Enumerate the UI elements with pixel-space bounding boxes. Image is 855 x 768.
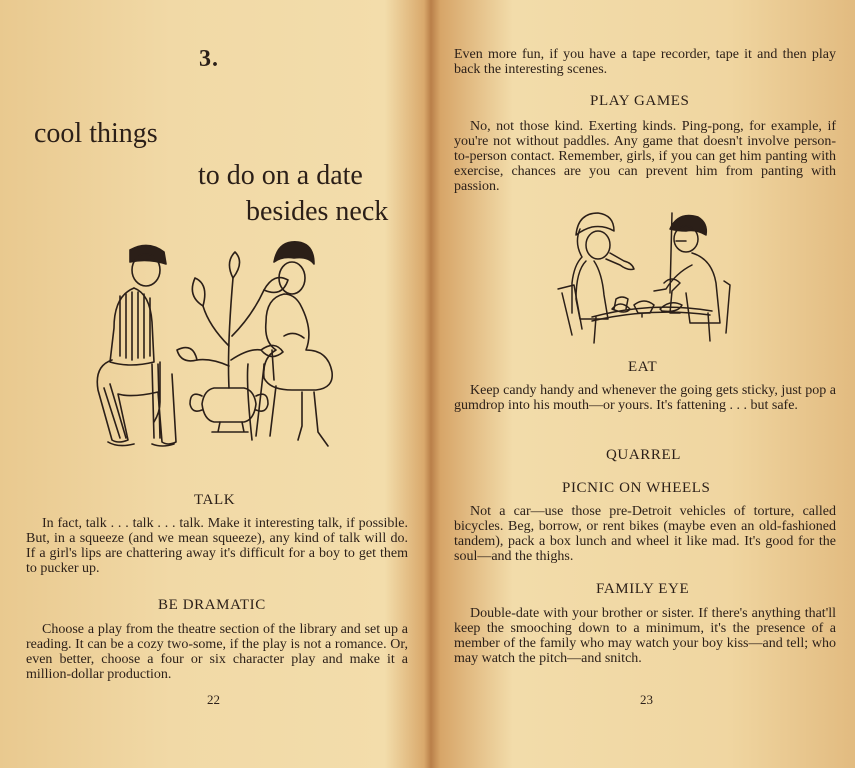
section-heading-eat: EAT [628, 359, 658, 375]
chapter-title-line-2: to do on a date [198, 160, 363, 191]
couple-at-cafe-table-icon [552, 205, 744, 345]
section-text-talk: In fact, talk . . . talk . . . talk. Make it interesting talk, if possible. But, in a squeeze (and we mean squeeze), any kind of talk will do. If a girl's lips are chattering away it's difficult for a boy to get them to pucker up. [26, 516, 408, 576]
section-text-play-games: No, not those kind. Exerting kinds. Ping-pong, for example, if you're not without paddles. Any game that doesn't involve person-to-person contact. Remember, girls, if you can get him panting with exercise, chances are you can prevent him from panting with passion. [454, 119, 836, 194]
chapter-number: 3. [199, 46, 219, 72]
section-text-eat: Keep candy handy and whenever the going gets sticky, just pop a gumdrop into his mouth—or yours. It's fattening . . . but safe. [454, 383, 836, 413]
page-number-right: 23 [640, 692, 653, 707]
section-heading-play-games: PLAY GAMES [590, 93, 690, 109]
section-text-picnic-on-wheels: Not a car—use those pre-Detroit vehicles of torture, called bicycles. Beg, borrow, or rent bikes (maybe even an old-fashioned tandem), pack a box lunch and wheel it like mad. It's good for the soul—and the thighs. [454, 504, 836, 564]
section-heading-talk: TALK [194, 492, 236, 508]
chapter-title-line-3: besides neck [246, 196, 389, 227]
right-page [432, 0, 855, 768]
section-heading-be-dramatic: BE DRAMATIC [158, 597, 266, 613]
chapter-title-line-1: cool things [34, 118, 158, 149]
intro-text: Even more fun, if you have a tape recorder, tape it and then play back the interesting scenes. [454, 47, 836, 77]
section-heading-quarrel: QUARREL [606, 447, 682, 463]
page-number-left: 22 [207, 692, 220, 707]
section-heading-picnic-on-wheels: PICNIC ON WHEELS [562, 480, 711, 496]
couple-sitting-with-potted-plant-icon [88, 236, 350, 476]
section-heading-family-eye: FAMILY EYE [596, 581, 690, 597]
section-text-family-eye: Double-date with your brother or sister. If there's anything that'll keep the smooching down to a minimum, it's the presence of a member of the family who may watch your boy kiss—and tell; who may watch the pitch—and snitch. [454, 606, 836, 666]
section-text-be-dramatic: Choose a play from the theatre section of the library and set up a reading. It can be a cozy two-some, if the play is not a romance. Or, even better, choose a four or six character play and make it a million-dollar production. [26, 622, 408, 682]
